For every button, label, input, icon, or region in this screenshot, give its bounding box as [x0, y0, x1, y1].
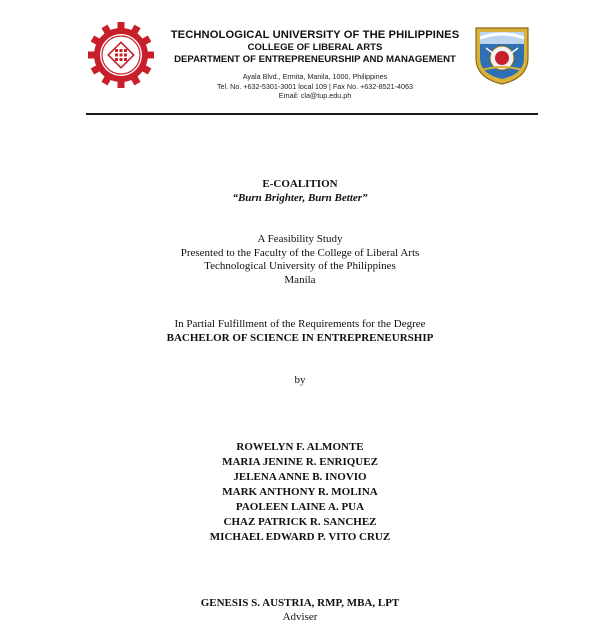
- letterhead: [0, 0, 600, 120]
- adviser-block: [0, 597, 600, 624]
- project-tagline: “Burn Brighter, Burn Better”: [232, 191, 368, 204]
- presented-to: Presented to the Faculty of the College of Liberal Arts: [180, 246, 420, 259]
- department-name: DEPARTMENT OF ENTREPRENEURSHIP AND MANAGEMENT: [174, 53, 456, 65]
- adviser-role: Adviser: [282, 610, 318, 623]
- author-name: ROWELYN F. ALMONTE: [236, 441, 364, 453]
- project-title: E-COALITION: [262, 178, 338, 190]
- city-line: Manila: [284, 273, 316, 286]
- by-block: [0, 374, 600, 388]
- phone-fax: Tel. No. +632-5301-3001 local 109 | Fax No. +632-8521-4063: [216, 81, 414, 91]
- author-name: PAOLEEN LAINE A. PUA: [235, 501, 365, 513]
- header-divider: [86, 113, 538, 115]
- letterhead-text: [165, 29, 465, 101]
- university-name: TECHNOLOGICAL UNIVERSITY OF THE PHILIPPINES: [170, 29, 460, 41]
- author-name: MARK ANTHONY R. MOLINA: [222, 486, 378, 498]
- title-block: [0, 178, 600, 205]
- author-name: JELENA ANNE B. INOVIO: [233, 471, 367, 483]
- address: Ayala Blvd., Ermita, Manila, 1000, Philippines: [242, 72, 388, 81]
- author-name: MICHAEL EDWARD P. VITO CRUZ: [209, 531, 391, 543]
- degree-name: BACHELOR OF SCIENCE IN ENTREPRENEURSHIP: [166, 331, 434, 344]
- email: Email: cla@tup.edu.ph: [278, 91, 352, 100]
- by-label: by: [294, 374, 306, 386]
- author-name: CHAZ PATRICK R. SANCHEZ: [223, 516, 377, 528]
- study-type: A Feasibility Study: [257, 233, 343, 245]
- author-name: MARIA JENINE R. ENRIQUEZ: [222, 456, 378, 468]
- tup-gear-seal-icon: [88, 22, 154, 88]
- college-name: COLLEGE OF LIBERAL ARTS: [247, 42, 383, 53]
- university-line: Technological University of the Philippines: [204, 260, 396, 272]
- adviser-name: GENESIS S. AUSTRIA, RMP, MBA, LPT: [200, 597, 400, 609]
- fulfillment-line: In Partial Fulfillment of the Requirements for the Degree: [174, 318, 426, 330]
- presentation-block: [0, 233, 600, 287]
- authors-list: [0, 440, 600, 545]
- fulfillment-block: [0, 318, 600, 345]
- college-seal-icon: [472, 24, 532, 86]
